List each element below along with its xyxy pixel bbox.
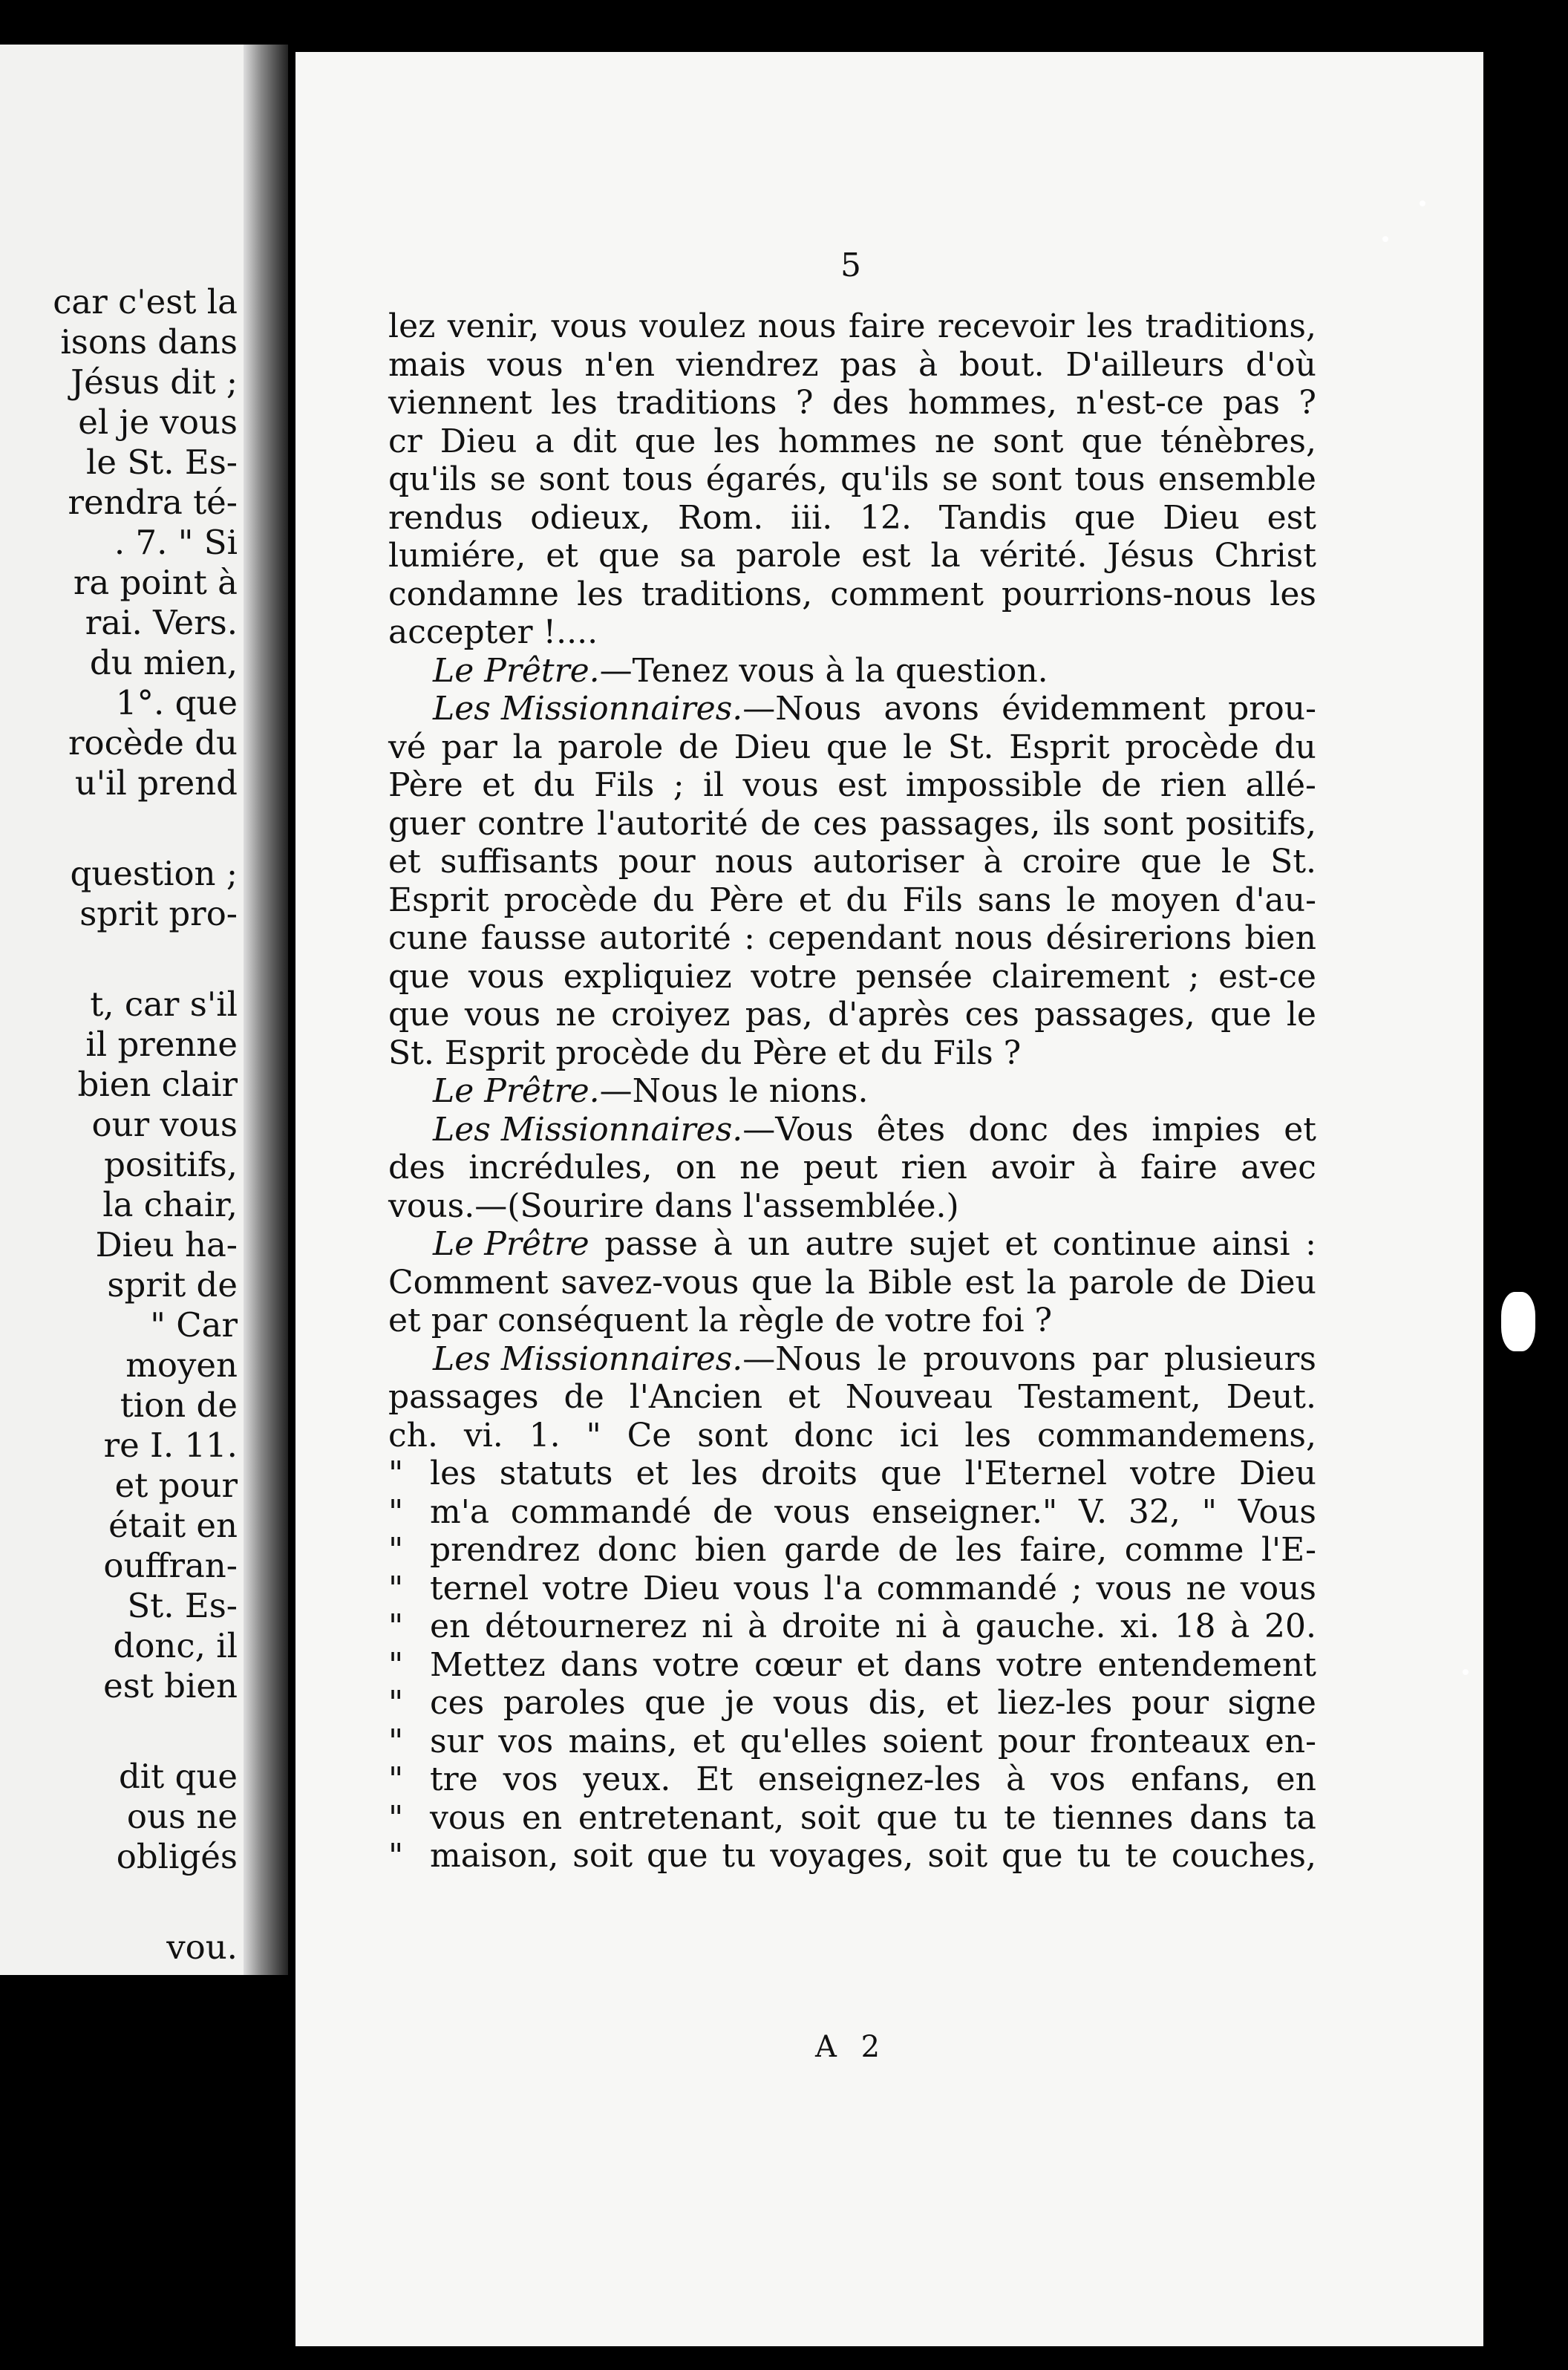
- text-line: qu'ils se sont tous égarés, qu'ils se sont tous ensemble: [388, 460, 1316, 498]
- text-line: cune fausse autorité : cependant nous désirerions bien: [388, 919, 1316, 957]
- text-line: cr Dieu a dit que les hommes ne sont que ténèbres,: [388, 422, 1316, 460]
- quoted-text: tre vos yeux. Et enseignez-les à vos enfans, en: [430, 1760, 1316, 1798]
- text-line: mais vous n'en viendrez pas à bout. D'ailleurs d'où: [388, 345, 1316, 384]
- quote-mark: ": [388, 1684, 404, 1722]
- speaker-name: Le Prêtre: [433, 1225, 589, 1263]
- right-page: [295, 52, 1483, 2346]
- page-gutter-shadow: [244, 45, 288, 1975]
- speaker-name: Les Missionnaires.: [433, 1110, 743, 1149]
- text-line: accepter !....: [388, 613, 598, 651]
- text-line: lez venir, vous voulez nous faire recevoir les traditions,: [388, 307, 1316, 345]
- text-line: St. Esprit procède du Père et du Fils ?: [388, 1034, 1022, 1072]
- left-page-line: 1°. que: [115, 683, 238, 722]
- left-page-line: car c'est la: [53, 282, 238, 321]
- speaker-name: Les Missionnaires.: [433, 1339, 743, 1378]
- left-page-line: positifs,: [104, 1145, 238, 1184]
- text-line: et suffisants pour nous autoriser à croire que le St.: [388, 843, 1316, 881]
- speaker-name: Le Prêtre.: [433, 651, 600, 690]
- left-page-line: sprit pro-: [79, 894, 238, 933]
- text-line: viennent les traditions ? des hommes, n'est-ce pas ?: [388, 384, 1316, 422]
- left-page-line: dit que: [118, 1757, 238, 1796]
- scan-speck: [1420, 200, 1425, 206]
- text-line: [388, 1493, 1316, 1532]
- scan-speck: [1463, 1669, 1469, 1675]
- text-line: Les Missionnaires.—Vous êtes donc des impies et: [433, 1110, 1316, 1149]
- signature-mark: A 2: [815, 2030, 888, 2064]
- left-page-line: ouffran-: [103, 1546, 238, 1585]
- text-line: des incrédules, on ne peut rien avoir à faire avec: [388, 1149, 1316, 1186]
- quote-mark: ": [388, 1455, 404, 1492]
- quoted-text: vous en entretenant, soit que tu te tiennes dans ta: [430, 1798, 1316, 1837]
- text-line: [388, 1072, 1316, 1111]
- quote-mark: ": [388, 1531, 404, 1569]
- left-page-line: obligés: [116, 1837, 238, 1876]
- scan-speck: [1501, 1292, 1535, 1351]
- quote-mark: ": [388, 1645, 404, 1684]
- text-line: [388, 1723, 1316, 1761]
- text-line: vous.—(Sourire dans l'assemblée.): [388, 1186, 959, 1225]
- left-page-line: vou.: [166, 1927, 238, 1967]
- left-page-line: bien clair: [77, 1065, 238, 1104]
- speech-text: —Tenez vous à la question.: [599, 651, 1048, 690]
- quoted-text: ces paroles que je vous dis, et liez-les pour signe: [430, 1684, 1316, 1722]
- left-page-line: ous ne: [126, 1797, 238, 1836]
- text-line: lumiére, et que sa parole est la vérité. Jésus Christ: [388, 537, 1316, 575]
- left-page-line: moyen: [125, 1345, 238, 1385]
- text-line: [388, 1646, 1316, 1685]
- left-page-line: re I. 11.: [103, 1426, 238, 1465]
- quote-mark: ": [388, 1837, 404, 1875]
- quoted-text: maison, soit que tu voyages, soit que tu te couches,: [430, 1837, 1316, 1875]
- left-page-line: el je vous: [78, 402, 238, 442]
- quoted-text: m'a commandé de vous enseigner." V. 32, " Vous: [430, 1492, 1316, 1531]
- text-line: [388, 1760, 1316, 1799]
- quote-mark: ": [388, 1798, 404, 1837]
- quoted-text: ternel votre Dieu vous l'a commandé ; vous ne vous: [430, 1569, 1316, 1607]
- page-body-text: [388, 307, 1316, 1876]
- left-page-line: était en: [108, 1506, 238, 1545]
- quoted-text: Mettez dans votre cœur et dans votre entendement: [430, 1645, 1316, 1684]
- text-line: [388, 1837, 1316, 1876]
- left-page-line: u'il prend: [74, 763, 238, 803]
- left-page-line: t, car s'il: [90, 985, 238, 1024]
- left-page-line: est bien: [103, 1666, 238, 1705]
- left-page-line: rocède du: [68, 723, 238, 763]
- text-line: que vous ne croiyez pas, d'après ces passages, que le: [388, 996, 1316, 1034]
- left-page-line: isons dans: [60, 322, 238, 362]
- left-page-line: il prenne: [85, 1025, 238, 1064]
- text-line: [388, 1455, 1316, 1493]
- text-line: Les Missionnaires.—Nous le prouvons par plusieurs: [433, 1339, 1316, 1378]
- left-page-line: du mien,: [89, 643, 238, 682]
- text-line: et par conséquent la règle de votre foi ?: [388, 1302, 1053, 1339]
- text-line: vé par la parole de Dieu que le St. Esprit procède du: [388, 728, 1316, 766]
- text-line: Le Prêtre passe à un autre sujet et continue ainsi :: [433, 1225, 1316, 1263]
- left-page-line: rendra té-: [68, 483, 238, 522]
- left-page-line: rai. Vers.: [85, 603, 238, 642]
- quote-mark: ": [388, 1607, 404, 1645]
- text-line: rendus odieux, Rom. iii. 12. Tandis que Dieu est: [388, 498, 1316, 537]
- left-page-line: " Car: [150, 1305, 238, 1345]
- text-line: Les Missionnaires.—Nous avons évidemment prou-: [433, 690, 1316, 728]
- text-line: Comment savez-vous que la Bible est la parole de Dieu: [388, 1263, 1316, 1302]
- left-page-line: question ;: [70, 854, 238, 893]
- text-line: Esprit procède du Père et du Fils sans le moyen d'au-: [388, 881, 1316, 919]
- left-page-line: la chair,: [102, 1185, 238, 1224]
- quote-mark: ": [388, 1569, 404, 1607]
- left-page-line: our vous: [91, 1105, 238, 1144]
- left-page-line: le St. Es-: [86, 443, 238, 482]
- text-line: ch. vi. 1. " Ce sont donc ici les commandemens,: [388, 1416, 1316, 1455]
- left-page-fragment: [0, 45, 244, 1975]
- text-line: [388, 652, 1316, 691]
- speech-text: —Nous le nions.: [599, 1072, 869, 1110]
- left-page-line: donc, il: [113, 1626, 238, 1665]
- quoted-text: les statuts et les droits que l'Eternel votre Dieu: [430, 1455, 1316, 1492]
- speaker-name: Les Missionnaires.: [433, 690, 743, 728]
- quoted-text: sur vos mains, et qu'elles soient pour fronteaux en-: [430, 1722, 1316, 1760]
- text-line: guer contre l'autorité de ces passages, ils sont positifs,: [388, 804, 1316, 843]
- text-line: condamne les traditions, comment pourrions-nous les: [388, 575, 1316, 613]
- quote-mark: ": [388, 1722, 404, 1760]
- page-number: 5: [840, 247, 861, 284]
- left-page-line: tion de: [120, 1385, 238, 1425]
- speaker-name: Le Prêtre.: [433, 1072, 600, 1110]
- left-page-line: et pour: [114, 1466, 238, 1505]
- left-page-line: Jésus dit ;: [71, 362, 238, 402]
- quote-mark: ": [388, 1760, 404, 1798]
- text-line: passages de l'Ancien et Nouveau Testament, Deut.: [388, 1378, 1316, 1416]
- quoted-text: prendrez donc bien garde de les faire, comme l'E-: [430, 1531, 1316, 1569]
- quoted-text: en détournerez ni à droite ni à gauche. xi. 18 à 20.: [430, 1607, 1316, 1645]
- left-page-line: St. Es-: [127, 1586, 238, 1625]
- left-page-line: . 7. " Si: [114, 523, 238, 562]
- text-line: [388, 1799, 1316, 1838]
- left-page-line: sprit de: [107, 1265, 238, 1305]
- left-page-line: Dieu ha-: [95, 1225, 238, 1264]
- text-line: [388, 1607, 1316, 1646]
- left-page-line: ra point à: [73, 563, 238, 602]
- quote-mark: ": [388, 1492, 404, 1531]
- text-line: [388, 1570, 1316, 1608]
- text-line: [388, 1684, 1316, 1723]
- text-line: [388, 1531, 1316, 1570]
- text-line: Père et du Fils ; il vous est impossible de rien allé-: [388, 766, 1316, 804]
- text-line: que vous expliquiez votre pensée clairement ; est-ce: [388, 957, 1316, 996]
- scan-speck: [1382, 236, 1388, 242]
